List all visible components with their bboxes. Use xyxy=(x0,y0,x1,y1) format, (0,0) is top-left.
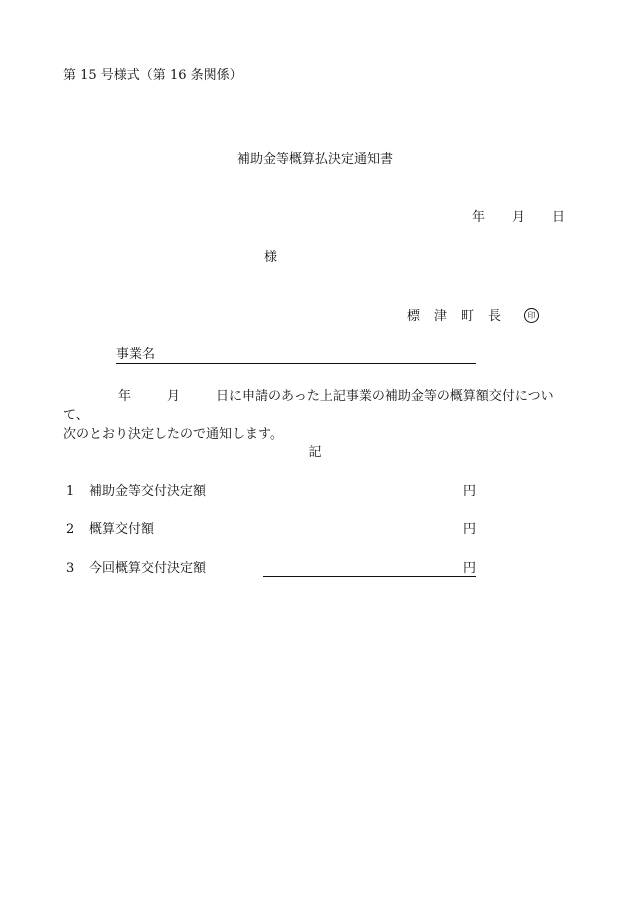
item-label: 補助金等交付決定額 xyxy=(89,484,207,499)
sender-char-3: 町 xyxy=(461,309,475,324)
form-number: 第 15 号様式（第 16 条関係） xyxy=(63,68,243,83)
sender-char-4: 長 xyxy=(488,309,502,324)
body-month-label: 月 xyxy=(167,389,181,404)
body-text-line2: 次のとおり決定したので通知します。 xyxy=(63,427,283,442)
item-unit-2: 円 xyxy=(463,522,477,537)
date-month-label: 月 xyxy=(512,210,526,225)
item-row-3 xyxy=(63,562,206,575)
ki-heading: 記 xyxy=(308,445,322,460)
seal-mark: 印 xyxy=(524,308,539,323)
project-name-label: 事業名 xyxy=(116,347,156,362)
amount-underline xyxy=(263,562,476,577)
item-unit-1: 円 xyxy=(463,484,477,499)
body-year-label: 年 xyxy=(118,389,132,404)
addressee-honorific: 様 xyxy=(264,250,278,265)
item-row-1 xyxy=(63,485,206,498)
date-year-label: 年 xyxy=(472,210,486,225)
sender-block xyxy=(407,309,539,324)
item-number: 3 xyxy=(66,561,75,576)
sender-char-2: 津 xyxy=(434,309,448,324)
item-label: 今回概算交付決定額 xyxy=(89,561,207,576)
item-row-2 xyxy=(63,523,154,536)
item-number: 2 xyxy=(66,522,75,537)
date-day-label: 日 xyxy=(552,210,566,225)
item-label: 概算交付額 xyxy=(89,522,155,537)
body-text-line1: 日に申請のあった上記事業の補助金等の概算額交付について、 xyxy=(63,389,554,423)
document-title: 補助金等概算払決定通知書 xyxy=(236,152,393,167)
item-number: 1 xyxy=(66,484,75,499)
date-line xyxy=(472,211,565,224)
notice-body xyxy=(63,387,573,444)
project-name-line xyxy=(116,348,476,364)
item-unit-3: 円 xyxy=(463,561,477,576)
sender-char-1: 標 xyxy=(407,309,421,324)
